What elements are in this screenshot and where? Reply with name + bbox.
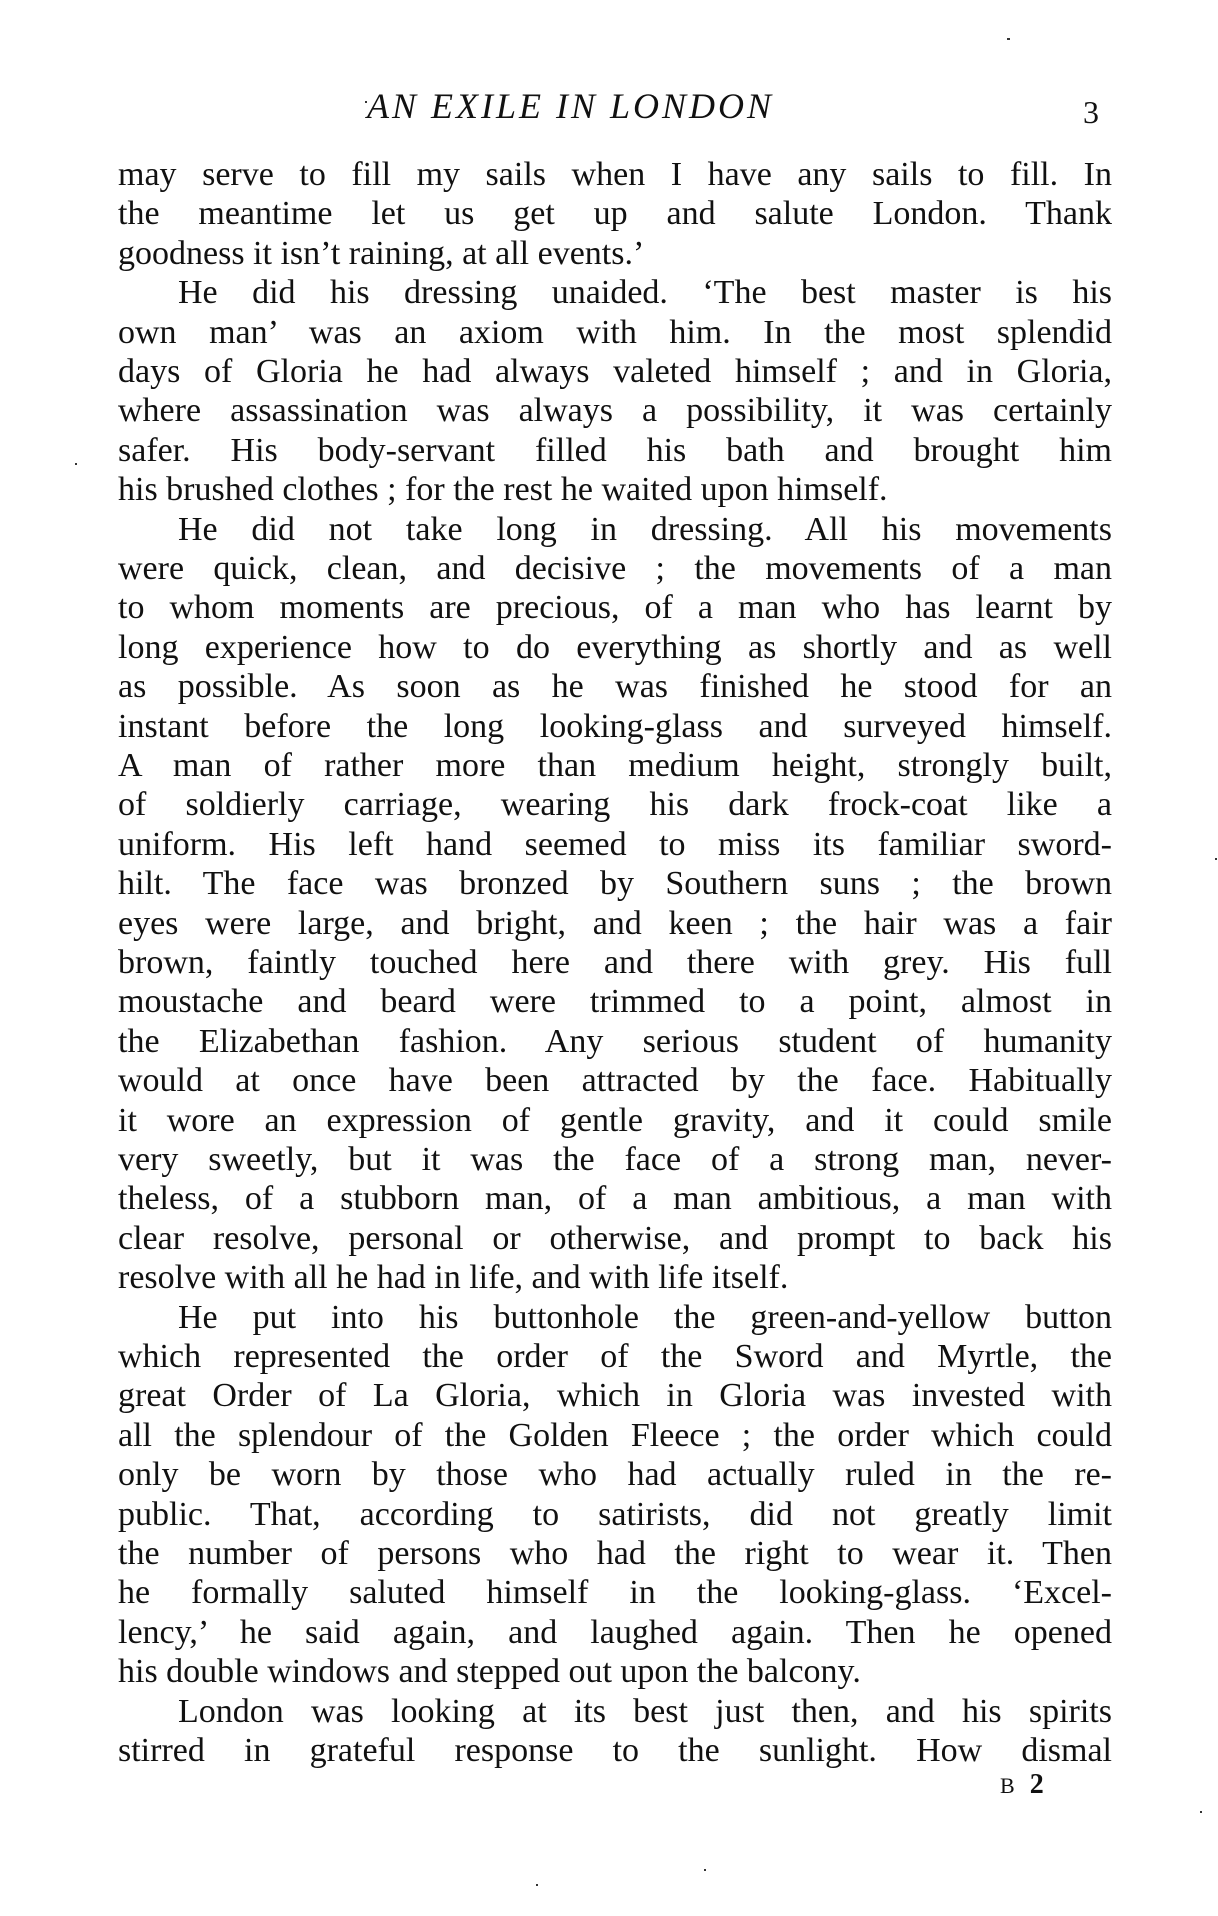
text-line: clear resolve, personal or otherwise, and prompt to back his [118,1219,1112,1257]
text-line: public. That, according to satirists, did not greatly limit [118,1495,1112,1533]
scan-speck [1215,858,1217,860]
text-line: as possible. As soon as he was finished he stood for an [118,668,1112,706]
text-line: uniform. His left hand seemed to miss its familiar sword- [118,825,1112,863]
text-line: eyes were large, and bright, and keen ; the hair was a fair [118,904,1112,942]
scan-speck [75,463,77,465]
text-line: resolve with all he had in life, and with life itself. [118,1259,789,1297]
scan-speck [1200,1811,1202,1813]
scan-speck [1007,38,1010,40]
text-line: to whom moments are precious, of a man who has learnt by [118,589,1112,627]
text-line: his brushed clothes ; for the rest he waited upon himself. [118,471,888,509]
text-line: brown, faintly touched here and there with grey. His full [118,944,1112,981]
text-line: would at once have been attracted by the face. Habitually [118,1062,1112,1100]
text-line: he formally saluted himself in the looking-glass. ‘Excel- [118,1574,1112,1612]
text-line: his double windows and stepped out upon the balcony. [118,1653,861,1691]
text-line: which represented the order of the Sword and Myrtle, the [118,1338,1112,1375]
text-line: the Elizabethan fashion. Any serious student of humanity [118,1022,1112,1060]
text-line: London was looking at its best just then, and his spirits [178,1692,1112,1730]
text-line: own man’ was an axiom with him. In the most splendid [118,313,1112,351]
text-line: A man of rather more than medium height, strongly built, [118,747,1112,784]
signature-mark [1000,1768,1048,1803]
text-line: He did not take long in dressing. All his movements [178,510,1112,548]
text-line: all the splendour of the Golden Fleece ; the order which could [118,1416,1112,1454]
text-line: instant before the long looking-glass and surveyed himself. [118,707,1112,745]
text-line: may serve to fill my sails when I have any sails to fill. In [118,156,1112,193]
text-line: only be worn by those who had actually ruled in the re- [118,1456,1112,1494]
page-number: 3 [1083,94,1099,130]
text-line: very sweetly, but it was the face of a strong man, never- [118,1141,1112,1178]
text-line: it wore an expression of gentle gravity, and it could smile [118,1101,1112,1139]
signature-number: 2 [1029,1769,1048,1800]
running-head-title: AN EXILE IN LONDON [367,86,775,126]
text-line: stirred in grateful response to the sunlight. How dismal [118,1732,1112,1769]
text-line: the number of persons who had the right to wear it. Then [118,1535,1112,1572]
text-line: of soldierly carriage, wearing his dark frock-coat like a [118,786,1112,824]
text-line: where assassination was always a possibility, it was certainly [118,392,1112,430]
scan-speck [536,1884,538,1886]
text-line: were quick, clean, and decisive ; the movements of a man [118,550,1112,587]
scan-speck [365,101,367,103]
text-line: He put into his buttonhole the green-and-yellow button [178,1298,1112,1336]
signature-letter: B [1000,1773,1019,1798]
text-line: lency,’ he said again, and laughed again. Then he opened [118,1613,1112,1651]
text-line: long experience how to do everything as shortly and as well [118,628,1112,666]
text-line: days of Gloria he had always valeted himself ; and in Gloria, [118,353,1112,390]
text-line: goodness it isn’t raining, at all events.’ [118,234,645,272]
text-line: safer. His body-servant filled his bath and brought him [118,431,1112,469]
text-line: moustache and beard were trimmed to a point, almost in [118,983,1112,1021]
text-line: theless, of a stubborn man, of a man ambitious, a man with [118,1180,1112,1218]
text-line: great Order of La Gloria, which in Gloria was invested with [118,1377,1112,1415]
text-line: hilt. The face was bronzed by Southern suns ; the brown [118,865,1112,903]
text-line: He did his dressing unaided. ‘The best master is his [178,274,1112,312]
text-line: the meantime let us get up and salute London. Thank [118,195,1112,233]
scan-speck [704,1869,706,1871]
